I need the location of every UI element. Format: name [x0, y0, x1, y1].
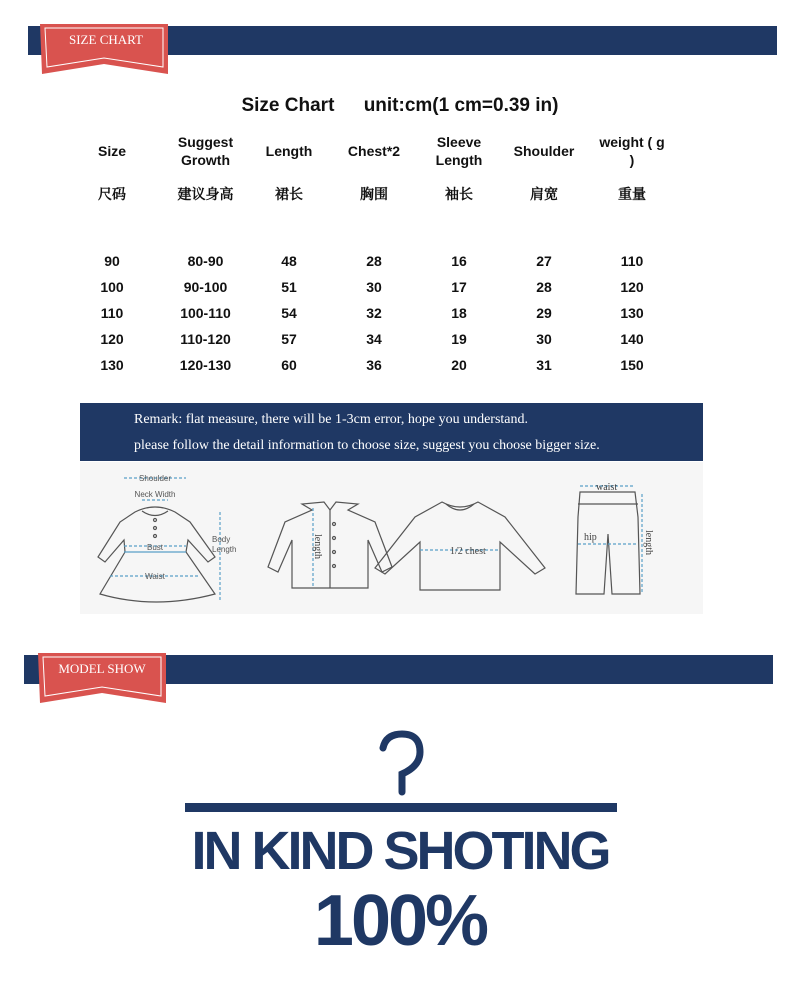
percent-headline: 100%: [313, 881, 487, 961]
table-cell: 30: [536, 331, 552, 347]
table-header-row: [72, 128, 665, 174]
table-cell: 60: [281, 357, 297, 373]
header-cell: weight ( g ): [599, 134, 665, 168]
size-chart-ribbon-label: SIZE CHART: [69, 32, 143, 47]
table-cell: 19: [451, 331, 467, 347]
table-cell: 140: [620, 331, 644, 347]
model-show-ribbon: [38, 653, 168, 705]
table-cell: 29: [536, 305, 552, 321]
table-header-cn-row: [72, 174, 665, 214]
table-cell: 28: [536, 279, 552, 295]
table-cell: 54: [281, 305, 297, 321]
table-cell: 31: [536, 357, 552, 373]
dress-label-body: Body: [212, 535, 231, 544]
dress-label-neck-width: Neck Width: [134, 490, 176, 499]
chart-unit: unit:cm(1 cm=0.39 in): [363, 95, 559, 116]
measurement-diagrams: [80, 462, 703, 614]
table-cell: 80-90: [187, 253, 224, 269]
header-cell: Length: [265, 143, 313, 159]
dress-label-bust: Bust: [146, 543, 164, 552]
header-cell: Size: [97, 143, 126, 159]
header-cn-cell: 重量: [618, 186, 646, 202]
table-cell: 130: [620, 305, 644, 321]
dress-label-length: Length: [212, 545, 237, 554]
dress-label-shoulder: Shoulder: [138, 474, 172, 483]
table-cell: 28: [366, 253, 382, 269]
table-cell: 36: [366, 357, 382, 373]
table-cell: 48: [281, 253, 297, 269]
table-row: [72, 326, 665, 352]
in-kind-headline: IN KIND SHOTING: [191, 821, 609, 881]
header-cell: Suggest Growth: [177, 134, 234, 168]
table-cell: 34: [366, 331, 382, 347]
dress-label-waist: Waist: [145, 572, 165, 581]
header-cell: Sleeve Length: [435, 134, 483, 168]
pants-label-length: length: [643, 530, 654, 555]
table-cell: 100-110: [180, 305, 231, 321]
header-cn-cell: 尺码: [98, 186, 126, 202]
header-cell: Chest*2: [347, 143, 401, 159]
dress-diagram: [98, 507, 215, 602]
table-cell: 51: [281, 279, 297, 295]
size-table: [72, 128, 665, 378]
header-cn-cell: 裙长: [275, 186, 303, 202]
table-cell: 120-130: [179, 357, 232, 373]
table-cell: 27: [536, 253, 552, 269]
size-chart-ribbon: [40, 24, 170, 76]
table-cell: 120: [100, 331, 124, 347]
model-show-ribbon-label: MODEL SHOW: [58, 661, 146, 676]
pants-label-waist: waist: [596, 482, 618, 493]
table-cell: 110-120: [180, 331, 231, 347]
table-cell: 100: [100, 279, 124, 295]
table-row: [72, 300, 665, 326]
hanger-icon: [180, 730, 620, 820]
table-cell: 16: [451, 253, 467, 269]
table-cell: 30: [366, 279, 382, 295]
chart-title-row: [0, 95, 800, 117]
table-cell: 57: [281, 331, 297, 347]
table-cell: 120: [620, 279, 644, 295]
table-cell: 130: [100, 357, 124, 373]
table-row: [72, 248, 665, 274]
table-cell: 110: [620, 253, 644, 269]
header-cn-cell: 建议身高: [177, 186, 234, 202]
table-row: [72, 274, 665, 300]
header-cn-cell: 胸围: [360, 186, 388, 202]
header-cell: Shoulder: [513, 143, 575, 159]
pants-label-hip: hip: [584, 532, 597, 543]
table-cell: 90: [104, 253, 120, 269]
shirt-label-length: length: [312, 534, 323, 559]
table-cell: 32: [366, 305, 382, 321]
table-cell: 90-100: [183, 279, 228, 295]
shirt-diagram: [268, 502, 392, 588]
header-cn-cell: 肩宽: [530, 186, 558, 202]
chart-title: Size Chart: [241, 95, 335, 116]
header-cn-cell: 袖长: [445, 186, 473, 202]
remark-line-1: Remark: flat measure, there will be 1-3cm error, hope you understand.: [134, 412, 529, 427]
remark-line-2: please follow the detail information to choose size, suggest you choose bigger size.: [134, 438, 600, 453]
sweater-label-chest: 1/2 chest: [450, 546, 486, 557]
table-cell: 18: [451, 305, 467, 321]
table-row: [72, 352, 665, 378]
table-cell: 17: [451, 279, 467, 295]
table-cell: 20: [451, 357, 467, 373]
table-cell: 110: [100, 305, 124, 321]
table-cell: 150: [620, 357, 644, 373]
remark-box: [80, 403, 703, 461]
